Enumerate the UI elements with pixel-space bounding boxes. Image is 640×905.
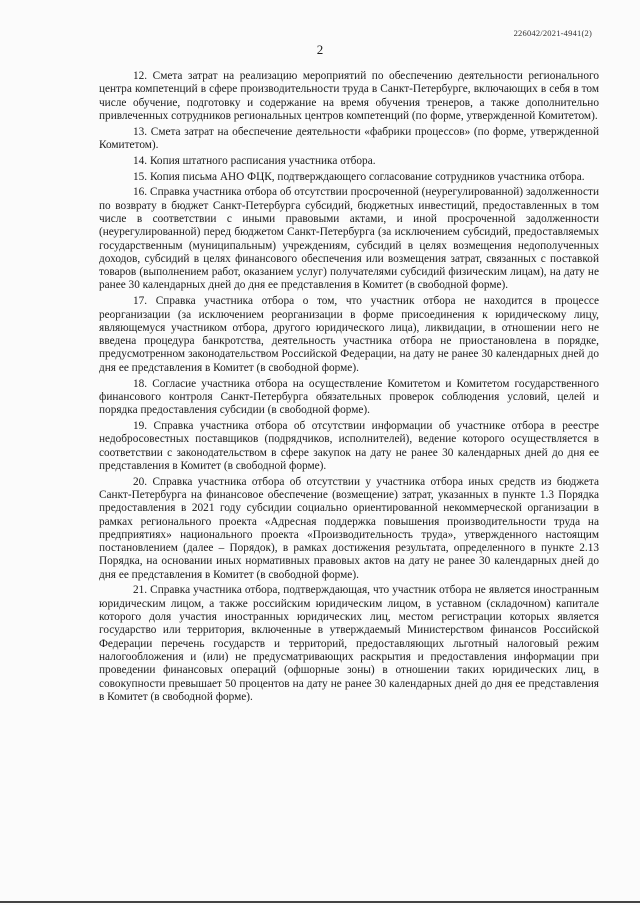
paragraph-18: 18. Согласие участника отбора на осуществление Комитетом и Комитетом государственного финансового контроля Санкт-Петербурга обязательных проверок соблюдения условий, целей и порядка предоставления субсидии (в свободной форме). bbox=[99, 377, 599, 417]
paragraph-12: 12. Смета затрат на реализацию мероприятий по обеспечению деятельности регионального центра компетенций в сфере производительности труда в Санкт-Петербурге, включающих в себя в том числе обучение, подготовку и содержание на время обучения тренеров, а также дополнительно привлеченных сотрудников региональных центров компетенций (по форме, утвержденной Комитетом). bbox=[99, 70, 599, 122]
paragraph-19: 19. Справка участника отбора об отсутствии информации об участнике отбора в реестре недобросовестных поставщиков (подрядчиков, исполнителей), ведение которого осуществляется в соответствии с законодательством в сфере закупок на дату не ранее 30 календарных дней до дня ее представления в Комитет (в свободной форме). bbox=[99, 419, 599, 472]
paragraph-21: 21. Справка участника отбора, подтверждающая, что участник отбора не является иностранным юридическим лицом, а также российским юридическим лицом, в уставном (складочном) капитале которого доля участия иностранных юридических лиц, местом регистрации которых является государство или территория, включенные в утверждаемый Министерством финансов Российской Федерации перечень государств и территорий, предоставляющих льготный налоговый режим налогообложения и (или) не предусматривающих раскрытия и предоставления информации при проведении финансовых операций (офшорные зоны) в отношении таких юридических лиц, в совокупности превышает 50 процентов на дату не ранее 30 календарных дней до дня ее представления в Комитет (в свободной форме). bbox=[99, 584, 599, 703]
paragraph-14: 14. Копия штатного расписания участника отбора. bbox=[133, 154, 376, 167]
paragraph-20: 20. Справка участника отбора об отсутствии у участника отбора иных средств из бюджета Санкт-Петербурга на финансовое обеспечение (возмещение) затрат, указанных в пункте 1.3 Порядка предоставления в 2021 году субсидии социально ориентированной некоммерческой организации в рамках регионального проекта «Адресная поддержка повышения производительности труда на предприятиях» национального проекта «Производительность труда», утвержденного настоящим постановлением (далее – Порядок), в рамках достижения результата, определенного в пункте 2.13 Порядка, на основании иных нормативных правовых актов на дату не ранее 30 календарных дней до дня ее представления в Комитет (в свободной форме). bbox=[99, 475, 599, 581]
scan-edge-line bbox=[0, 901, 640, 903]
document-body bbox=[99, 70, 599, 707]
document-number: 226042/2021-4941(2) bbox=[513, 28, 592, 38]
paragraph-17: 17. Справка участника отбора о том, что участник отбора не находится в процессе реорганизации (за исключением реорганизации в форме присоединения к юридическому лицу, являющемуся участником отбора, другого юридического лица), ликвидации, в отношении него не введена процедура банкротства, деятельность участника отбора не приостановлена в порядке, предусмотренном законодательством Российской Федерации, на дату не ранее 30 календарных дней до дня ее представления в Комитет (в свободной форме). bbox=[99, 295, 599, 374]
paragraph-13: 13. Смета затрат на обеспечение деятельности «фабрики процессов» (по форме, утвержденной Комитетом). bbox=[99, 125, 599, 151]
page-number: 2 bbox=[316, 42, 324, 57]
paragraph-16: 16. Справка участника отбора об отсутствии просроченной (неурегулированной) задолженности по возврату в бюджет Санкт-Петербурга субсидий, бюджетных инвестиций, предоставленных в том числе в соответствии с иными правовыми актами, и иной просроченной задолженности (неурегулированной) перед бюджетом Санкт-Петербурга (за исключением субсидий, предоставляемых государственным (муниципальным) учреждениям, субсидий в целях возмещения недополученных доходов, субсидий в целях финансового обеспечения или возмещения затрат, связанных с поставкой товаров (выполнением работ, оказанием услуг) получателями субсидий физическим лицам), на дату не ранее 30 календарных дней до дня ее представления в Комитет (в свободной форме). bbox=[99, 186, 599, 292]
paragraph-15: 15. Копия письма АНО ФЦК, подтверждающего согласование сотрудников участника отбора. bbox=[133, 170, 585, 183]
